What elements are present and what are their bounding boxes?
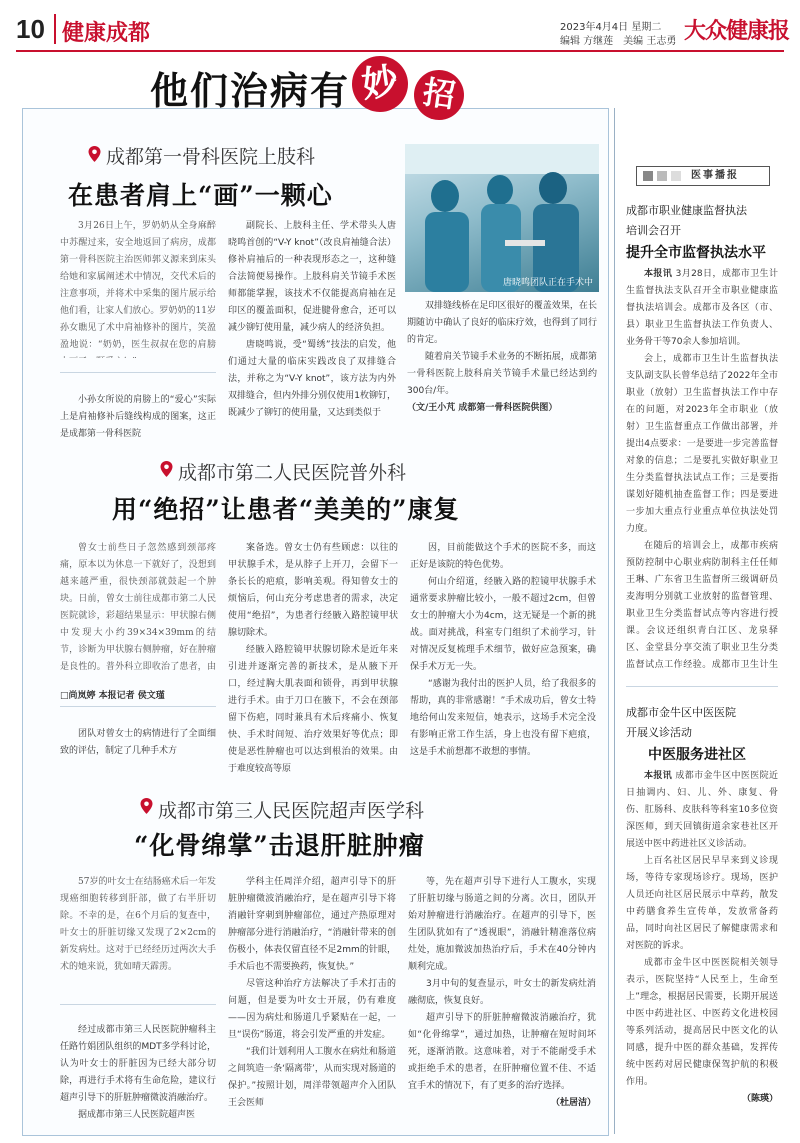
article2-col2 <box>228 540 398 776</box>
news2-subheadline: 中医服务进社区 <box>648 747 746 763</box>
newspaper-logo: 大众健康报 <box>684 18 790 44</box>
photo-caption: 唐晓鸣团队正在手术中 <box>502 278 593 288</box>
divider <box>60 1004 216 1005</box>
tag-square-icon <box>643 171 653 181</box>
sidebar-divider <box>614 108 615 1134</box>
page-number: 10 <box>16 14 45 44</box>
sidebar-tag-label: 医事播报 <box>691 170 739 181</box>
article1-col2 <box>228 218 396 442</box>
news2-p2: 上百名社区居民早早来到义诊现场，等待专家现场诊疗。现场，医护人员还向社区居民展示中草药，散发中药膳食养生宣传单，发放常备药品，同时向社区居民了解健康需求和对医院的诉求。 <box>626 856 778 951</box>
section-title: 健康成都 <box>62 21 151 46</box>
article3-lead <box>60 874 216 992</box>
news1-headline-line1: 成都市职业健康监督执法 <box>626 204 747 217</box>
article1-col3b-text: 随着肩关节镜手术业务的不断拓展，成都第一骨科医院上肢科肩关节镜手术量已经达到约300台/年。 <box>407 352 597 396</box>
sidebar-tag <box>636 166 770 186</box>
masthead-divider <box>54 14 56 44</box>
news1-body <box>626 266 778 676</box>
article3-author: （杜居洁） <box>550 1098 596 1108</box>
location-pin-icon <box>88 146 101 162</box>
editors-line: 编辑 方继莲 美编 王志勇 <box>560 36 677 47</box>
article3-col3c-text: 超声引导下的肝脏肿瘤微波消融治疗，犹如“化骨绵掌”，通过加热，让肿瘤在短时间坏死，逐渐消散。这意味着，对于不能耐受手术或拒绝手术的患者，在肝肿瘤位置不佳、不适宜手术的情况下，有了更多的治疗选择。 <box>408 1013 596 1091</box>
news1-headline-line2: 培训会召开 <box>626 224 681 237</box>
article3-hospital: 成都市第三人民医院超声医学科 <box>158 800 425 822</box>
tag-square-icon <box>671 171 681 181</box>
article1-surgery-photo <box>405 144 599 292</box>
article2-col2b-text: 经腋入路腔镜甲状腺切除术是近年来引进并逐渐完善的新技术，是从腋下开口，经过胸大肌表面和锁骨，再到甲状腺进行手术。由于刀口在腋下，不会在颈部留下伤疤，同时兼具有术后疼痛小、恢复快、手术时间短、治疗效果好等优点；即使是恶性肿瘤也可以达到根治的效果。由于难度较高等原 <box>228 645 398 774</box>
news1-subheadline: 提升全市监督执法水平 <box>626 245 766 261</box>
article1-lead <box>60 218 216 358</box>
article1-col1 <box>60 392 216 442</box>
article2-col3b-text: 何山介绍道，经腋入路的腔镜甲状腺手术通常要求肿瘤比较小，一般不超过2cm，但曾女士的肿瘤大小为4cm，这无疑是一个新的挑战。面对挑战，科室专门组织了术前学习，针对情况反复梳理手术细节，做好应急预案，确保手术万无一失。 <box>410 577 596 672</box>
article3-lead-text: 57岁的叶女士在结肠癌术后一年发现癌细胞转移到肝部，做了右半肝切除。不幸的是，在6个月后的复查中，叶女士的肝脏切缘又发现了2×2cm的新发病灶。这对于已经经历过两次大手术的她来说，犹如晴天霹雳。 <box>60 877 216 972</box>
feature-title-badge-zhao: 招 <box>411 67 467 123</box>
article1-headline: 在患者肩上“画”一颗心 <box>68 181 333 210</box>
location-pin-icon <box>140 798 153 814</box>
article3-col2c-text: “我们计划利用人工腹水在病灶和肠道之间筑造一条‘隔离带’，从而实现对肠道的保护。”按照计划，周洋带领超声介入团队王会医师 <box>228 1047 396 1108</box>
news1-p3: 在随后的培训会上，成都市疾病预防控制中心职业病防制科主任任师王琳、广东省卫生监督所三级调研员麦海明分别就工业放射的监督管理、职业卫生分类监督试点等内容进行授课。会议还组织青白江区、龙泉驿区、金堂县分享交流了职业卫生分类监督试点工作经验。成都市卫生计生 <box>626 541 778 670</box>
feature-title: 他们治病有 <box>150 68 351 113</box>
article1-col1-text: 小孙女所说的肩膀上的“爱心”实际上是肩袖修补后缝线构成的图案，这正是成都第一骨科医院 <box>60 395 216 439</box>
article1-col3-text: 双排缝线桥在足印区很好的覆盖效果，在长期随访中确认了良好的临床疗效，也得到了同行的肯定。 <box>407 301 597 345</box>
location-pin-icon <box>160 461 173 477</box>
article2-col1 <box>60 726 216 776</box>
article2-lead-text: 曾女士前些日子忽然感到颈部疼痛，原本以为休息一下就好了，没想到越来越严重，很快颈部就鼓起一个肿块。日前，曾女士前往成都市第二人民医院就诊，彩超结果显示：甲状腺右侧中发现大小约39×34×39mm的结节，诊断为甲状腺右侧肿瘤，好在肿瘤是良性的。普外科立即收治了患者，由 <box>60 543 216 672</box>
divider <box>626 686 778 687</box>
masthead-rule <box>16 50 784 52</box>
article2-lead <box>60 540 216 678</box>
news2-dateline: 本报讯 <box>644 771 673 781</box>
news1-p2: 会上，成都市卫生计生监督执法支队副支队长曾华总结了2022年全市职业（放射）卫生监督执法工作中存在的问题，对2023年全市职业（放射）卫生监督重点工作做出部署，并提出4点要求：一是要进一步完善监督对象的信息；二是要扎实做好职业卫生分类监督执法试点工作；三是要指谋划好随机抽查监督工作；四是要进一步加大重点行业重点单位执法处罚力度。 <box>626 354 778 534</box>
article3-col3-text: 等，先在超声引导下进行人工腹水，实现了肝脏切缘与肠道之间的分离。次日，团队开始对肿瘤进行消融治疗。在超声的引导下，医生团队犹如有了“透视眼”，消融针精准落位病灶处，施加微波加热治疗后，手术在40分钟内顺利完成。 <box>408 877 596 972</box>
article3-col3b-text: 3月中旬的复查显示，叶女士的新发病灶消融彻底，恢复良好。 <box>408 979 596 1006</box>
article3-col2b-text: 尽管这种治疗方法解决了手术打击的问题，但是要为叶女士开展，仍有难度——因为病灶和肠道几乎紧贴在一起，一旦“误伤”肠道，将会引发严重的并发症。 <box>228 979 396 1040</box>
article1-col2-text: 副院长、上肢科主任、学术带头人唐晓鸣首创的“V-Y knot”（改良肩袖缝合法）修补肩袖后的一种表现形态之一，这种缝合法简便易操作。上肢科肩关节镜手术医师都能掌握，该技术不仅能提高肩袖在足印区的覆盖面积，促进腱骨愈合，还可以减少铆钉使用量，减少病人的经济负担。 <box>228 221 396 333</box>
article3-col1b-text: 据成都市第三人民医院超声医 <box>78 1110 196 1120</box>
article3-col1 <box>60 1022 216 1132</box>
news2-author: （陈瑛） <box>741 1094 778 1104</box>
article3-col3 <box>408 874 596 1132</box>
article2-col3-text: 因，目前能做这个手术的医院不多，而这正好是该院的特色优势。 <box>410 543 596 570</box>
article2-col2-text: 案备选。曾女士仍有些顾虑：以往的甲状腺手术，是从脖子上开刀，会留下一条长长的疤痕，影响美观。得知曾女士的烦恼后，何山充分考虑患者的需求，决定使用“绝招”，为患者行经腋入路腔镜甲状腺切除术。 <box>228 543 398 638</box>
news2-headline-line2: 开展义诊活动 <box>626 726 692 739</box>
article3-col2-text: 学科主任周洋介绍，超声引导下的肝脏肿瘤微波消融治疗，是在超声引导下将消融针穿刺到肿瘤部位，通过产热原理对肿瘤部分进行消融治疗，“消融针带来的创伤极小，体表仅留直径不足2mm的针眼，手术后也不需要换药，恢复快。” <box>228 877 396 972</box>
surgeons-illustration-icon <box>405 144 599 292</box>
article3-headline: “化骨绵掌”击退肝脏肿瘤 <box>134 831 425 860</box>
article1-col2b-text: 唐晓鸣说，受“蜀绣”技法的启发，他们通过大量的临床实践改良了双排缝合法，并称之为“V-Y knot”，该方法为内外双排缝合，但内外排分别仅使用1枚铆钉，既减少了铆钉的使用量，又达到类似于 <box>228 340 396 418</box>
article2-col1-text: 团队对曾女士的病情进行了全面细致的评估，制定了几种手术方 <box>60 729 216 756</box>
article1-credit: （文/王小芃 成都第一骨科医院供图） <box>407 403 558 413</box>
news2-body <box>626 768 778 1134</box>
article2-col3 <box>410 540 596 776</box>
article2-byline: □尚岚婷 本报记者 侯文瑾 <box>60 691 165 701</box>
divider <box>60 372 216 373</box>
issue-date: 2023年4月4日 星期二 <box>560 22 662 33</box>
news1-p1: 3月28日，成都市卫生计生监督执法支队召开全市职业健康监督执法培训会。成都市及各区（市、县）职业卫生监督执法工作负责人、业务骨干等70余人参加培训。 <box>626 269 778 347</box>
news2-headline-line1: 成都市金牛区中医医院 <box>626 706 736 719</box>
news1-dateline: 本报讯 <box>644 269 673 279</box>
divider <box>60 706 216 707</box>
article1-hospital: 成都第一骨科医院上肢科 <box>106 146 316 168</box>
article2-headline: 用“绝招”让患者“美美的”康复 <box>112 495 460 524</box>
tag-square-icon <box>657 171 667 181</box>
article1-col3 <box>407 298 597 442</box>
feature-title-badge-miao: 妙 <box>348 52 411 115</box>
news2-p1: 成都市金牛区中医医院近日抽调内、妇、儿、外、康复、骨伤、肛肠科、皮肤科等科室10多位资深医师，到天回镇街道余家巷社区开展送中医中药进社区义诊活动。 <box>626 771 778 849</box>
news2-p3: 成都市金牛区中医医院相关领导表示，医院坚持“人民至上，生命至上”理念，根据居民需要，长期开展送中医中药进社区、中医药文化进校园等系列活动，提高居民中医文化的认同感，提升中医的群众基础，发挥传统中医药对居民健康保驾护航的积极作用。 <box>626 958 778 1087</box>
article2-col3c-text: “感谢为我付出的医护人员，给了我很多的帮助，真的非常感谢！”手术成功后，曾女士特地给何山发来短信，她表示，这场手术完全没有影响正常工作生活，身上也没有留下疤痕，这是手术前想都不敢想的事情。 <box>410 679 596 757</box>
article3-col2 <box>228 874 396 1132</box>
article3-col1-text: 经过成都市第三人民医院肿瘤科主任路竹娟团队组织的MDT多学科讨论，认为叶女士的肝脏因为已经大部分切除，再进行手术将有生命危险，建议行超声引导下的肝脏肿瘤微波消融治疗。 <box>60 1025 216 1103</box>
article1-lead-text: 3月26日上午，罗奶奶从全身麻醉中苏醒过来，安全地返回了病房，成都第一骨科医院主治医师郭义源来到床头给她和家属阐述术中情况，交代术后的注意事项，并将术中采集的图片展示给他们看，让家人们放心。罗奶奶的11岁孙女瞧见了术中肩袖修补的图片，笑盈盈地说：“奶奶，医生叔叔在您的肩膀 <box>60 221 216 350</box>
article2-hospital: 成都市第二人民医院普外科 <box>178 462 407 484</box>
